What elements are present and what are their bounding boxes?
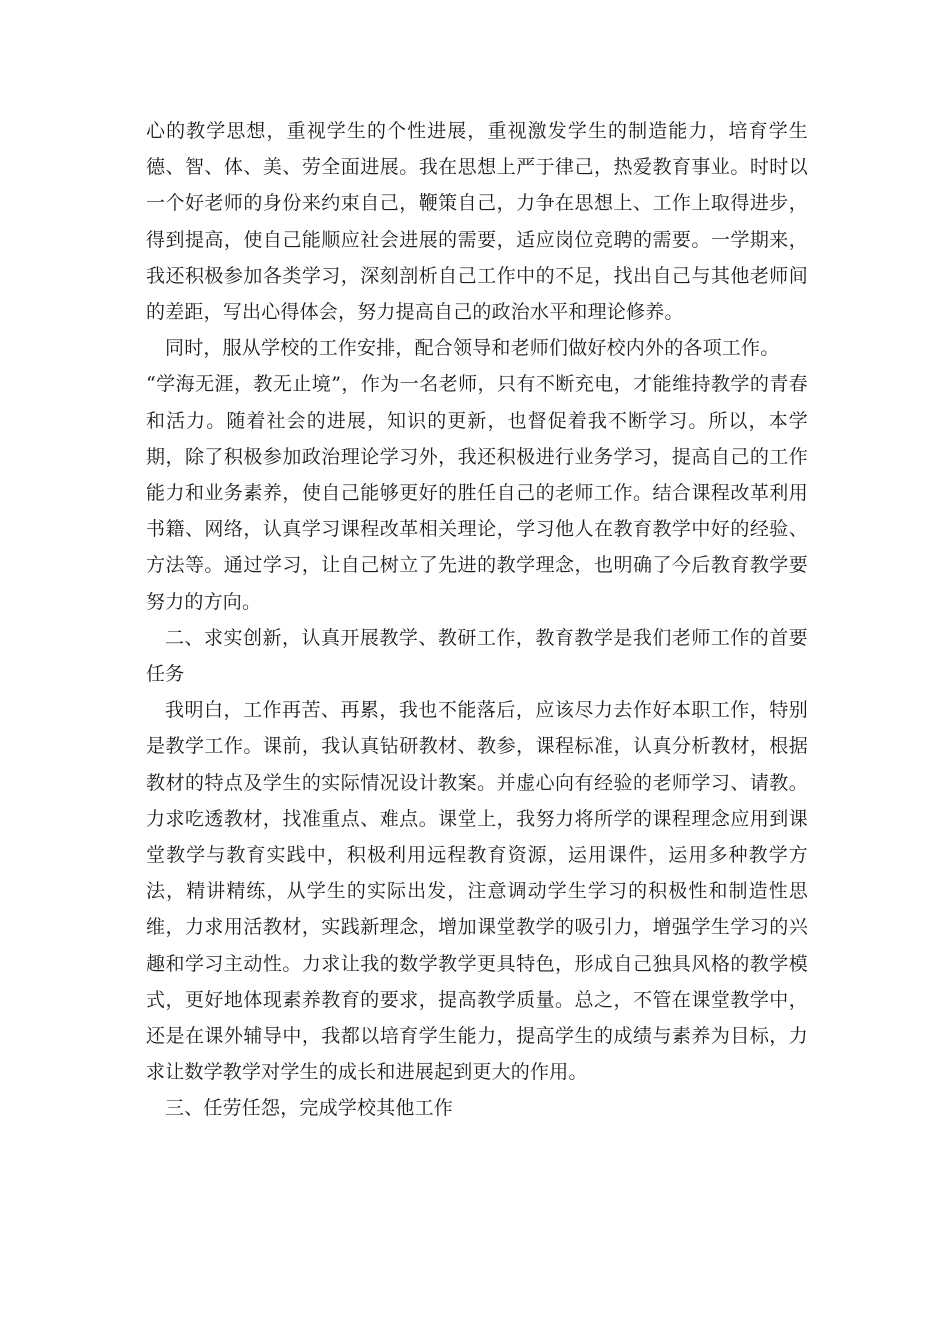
paragraph-intro-continued: 心的教学思想，重视学生的个性进展，重视激发学生的制造能力，培育学生德、智、体、美、劳全面进展。我在思想上严于律己，热爱教育事业。时时以一个好老师的身份来约束自己，鞭策自己，力争在思想上、工作上取得进步，得到提高，使自己能顺应社会进展的需要，适应岗位竞聘的需要。一学期来，我还积极参加各类学习，深刻剖析自己工作中的不足，找出自己与其他老师间的差距，写出心得体会，努力提高自己的政治水平和理论修养。 [146, 120, 808, 324]
paragraph-teaching-work: 我明白，工作再苦、再累，我也不能落后，应该尽力去作好本职工作，特别是教学工作。课前，我认真钻研教材、教参，课程标准，认真分析教材，根据教材的特点及学生的实际情况设计教案。并虚心向有经验的老师学习、请教。力求吃透教材，找准重点、难点。课堂上，我努力将所学的课程理念应用到课堂教学与教育实践中，积极利用远程教育资源，运用课件，运用多种教学方法，精讲精练，从学生的实际出发，注意调动学生学习的积极性和制造性思维，力求用活教材，实践新理念，增加课堂教学的吸引力，增强学生学习的兴趣和学习主动性。力求让我的数学教学更具特色，形成自己独具风格的教学模式，更好地体现素养教育的要求，提高教学质量。总之，不管在课堂教学中，还是在课外辅导中，我都以培育学生能力，提高学生的成绩与素养为目标，力求让数学教学对学生的成长和进展起到更大的作用。 [146, 699, 808, 1084]
section-heading-other-work: 三、任劳任怨，完成学校其他工作 [165, 1097, 454, 1120]
paragraph-continuous-learning: “学海无涯，教无止境”，作为一名老师，只有不断充电，才能维持教学的青春和活力。随着社会的进展，知识的更新，也督促着我不断学习。所以，本学期，除了积极参加政治理论学习外，我还积极进行业务学习，提高自己的工作能力和业务素养，使自己能够更好的胜任自己的老师工作。结合课程改革利用书籍、网络，认真学习课程改革相关理论，学习他人在教育教学中好的经验、方法等。通过学习，让自己树立了先进的教学理念，也明确了今后教育教学要努力的方向。 [146, 373, 808, 613]
document-body [146, 113, 808, 1127]
section-heading-teaching-research: 二、求实创新，认真开展教学、教研工作，教育教学是我们老师工作的首要任务 [146, 626, 808, 686]
paragraph-obey-arrangement: 同时，服从学校的工作安排，配合领导和老师们做好校内外的各项工作。 [165, 337, 780, 360]
